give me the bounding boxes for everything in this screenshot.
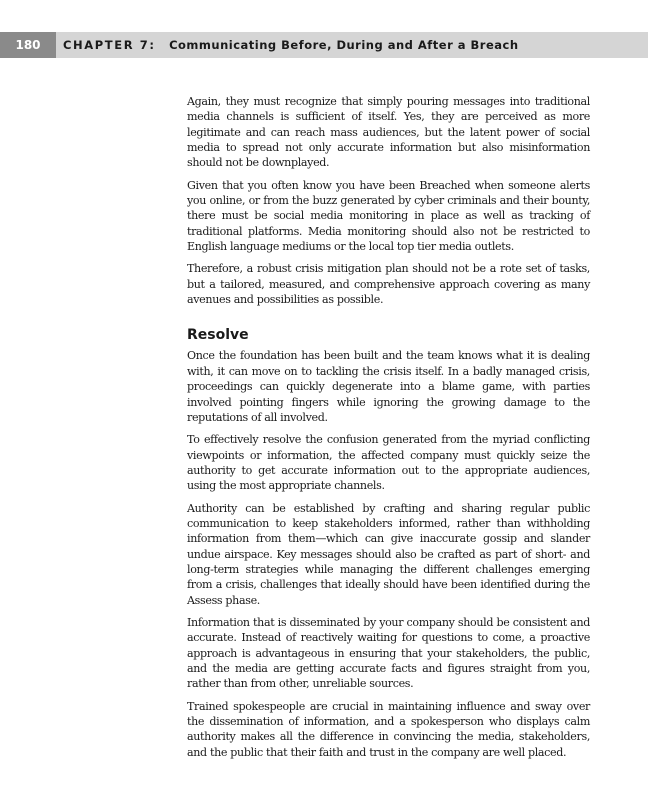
chapter-running-title <box>63 32 519 58</box>
page-number: 180 <box>0 32 56 58</box>
paragraph: Authority can be established by crafting and sharing regular public communication to keep stakeholders informed, rather than withholding information from them—which can give inaccurate gossip and slander undue airspace. Key messages should also be crafted as part of short- and long-term strategies while managing the different challenges emerging from a crisis, challenges that ideally should have been identified during the Assess phase. <box>187 501 590 607</box>
paragraph: Given that you often know you have been Breached when someone alerts you online, or from the buzz generated by cyber criminals and their bounty, there must be social media monitoring in place as well as tracking of traditional platforms. Media monitoring should also not be restricted to English language mediums or the local top tier media outlets. <box>187 178 590 254</box>
section-heading: Resolve <box>187 327 249 344</box>
running-header <box>0 32 648 58</box>
main-text <box>187 94 590 767</box>
paragraph: Trained spokespeople are crucial in maintaining influence and sway over the dissemination of information, and a spokesperson who displays calm authority makes all the difference in convincing the media, stakeholders, and the public that their faith and trust in the company are well placed. <box>187 699 590 759</box>
paragraph: Again, they must recognize that simply pouring messages into traditional media channels is sufficient of itself. Yes, they are perceived as more legitimate and can reach mass audiences, but the latent power of social media to spread not only accurate information but also misinformation should not be downplayed. <box>187 95 590 170</box>
paragraph: To effectively resolve the confusion generated from the myriad conflicting viewpoints or information, the affected company must quickly seize the authority to get accurate information out to the appropriate audiences, using the most appropriate channels. <box>187 433 590 493</box>
paragraph: Therefore, a robust crisis mitigation plan should not be a rote set of tasks, but a tailored, measured, and comprehensive approach covering as many avenues and possibilities as possible. <box>187 262 590 307</box>
paragraph: Once the foundation has been built and the team knows what it is dealing with, it can move on to tackling the crisis itself. In a badly managed crisis, proceedings can quickly degenerate into a blame game, with parties involved pointing fingers while ignoring the growing damage to the reputations of all involved. <box>187 349 590 424</box>
chapter-label: CHAPTER 7: <box>63 38 156 52</box>
chapter-title: Communicating Before, During and After a Breach <box>169 38 519 52</box>
paragraph: Information that is disseminated by your company should be consistent and accurate. Instead of reactively waiting for questions to come, a proactive approach is advantageous in ensuring that your stakeholders, the public, and the media are getting accurate facts and figures straight from you, rather than from other, unreliable sources. <box>187 615 590 691</box>
